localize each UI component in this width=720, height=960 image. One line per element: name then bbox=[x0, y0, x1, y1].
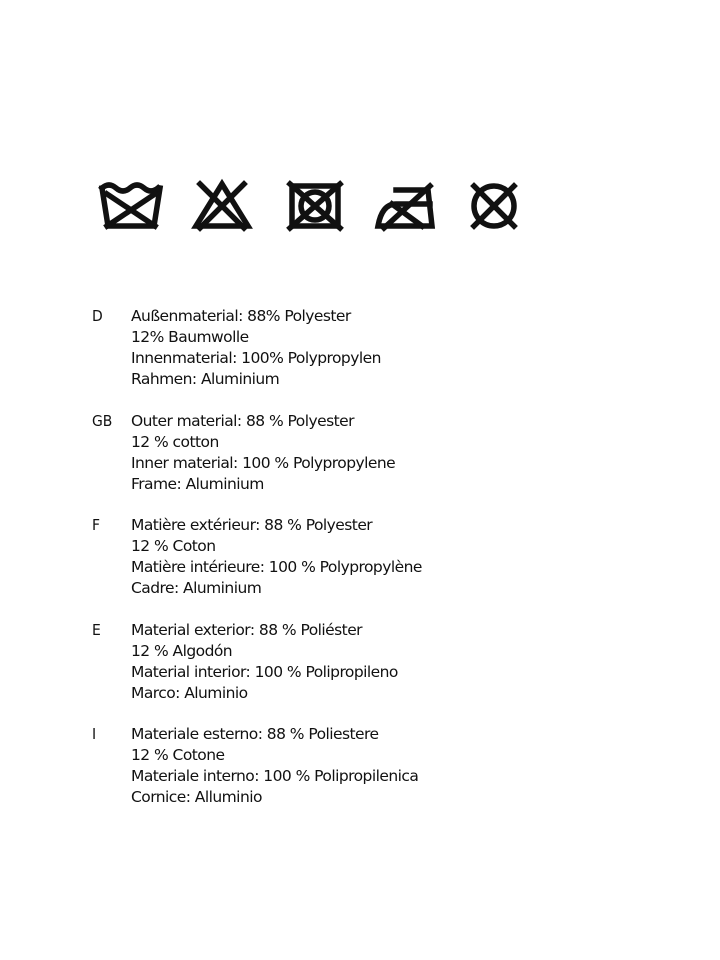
composition-lines bbox=[131, 515, 422, 599]
language-code: GB bbox=[92, 411, 113, 430]
composition-line: Frame: Aluminium bbox=[131, 474, 264, 493]
composition-line: Innenmaterial: 100% Polypropylen bbox=[131, 349, 381, 367]
composition-lines bbox=[131, 620, 398, 704]
composition-line: Cornice: Alluminio bbox=[131, 788, 262, 806]
composition-line: Material exterior: 88 % Poliéster bbox=[131, 620, 363, 639]
composition-line: Materiale esterno: 88 % Poliestere bbox=[131, 725, 379, 743]
language-code: F bbox=[92, 516, 101, 534]
language-code: I bbox=[92, 725, 97, 743]
composition-line: Outer material: 88 % Polyester bbox=[131, 411, 354, 430]
composition-lines bbox=[131, 724, 418, 808]
language-code: D bbox=[92, 307, 103, 325]
composition-line: Marco: Aluminio bbox=[131, 683, 248, 702]
material-composition-list bbox=[0, 306, 720, 829]
do-not-iron-icon bbox=[374, 180, 438, 236]
composition-line: Matière extérieur: 88 % Polyester bbox=[131, 516, 373, 534]
composition-line: Matière intérieure: 100 % Polypropylène bbox=[131, 558, 422, 576]
composition-line: Material interior: 100 % Polipropileno bbox=[131, 662, 398, 681]
do-not-tumble-dry-icon bbox=[284, 180, 348, 236]
language-code: E bbox=[92, 620, 101, 639]
language-block-gb bbox=[0, 411, 720, 516]
language-block-es bbox=[0, 620, 720, 725]
composition-line: Materiale interno: 100 % Polipropilenica bbox=[131, 767, 419, 785]
composition-lines bbox=[131, 411, 395, 495]
composition-line: 12% Baumwolle bbox=[131, 328, 249, 346]
composition-line: Rahmen: Aluminium bbox=[131, 370, 280, 388]
language-block-it bbox=[0, 724, 720, 829]
composition-line: Inner material: 100 % Polypropylene bbox=[131, 453, 396, 472]
composition-line: Außenmaterial: 88% Polyester bbox=[131, 307, 351, 325]
language-block-de bbox=[0, 306, 720, 411]
do-not-dry-clean-icon bbox=[466, 180, 530, 236]
composition-line: Cadre: Aluminium bbox=[131, 579, 262, 597]
composition-line: 12 % Cotone bbox=[131, 746, 225, 764]
composition-line: 12 % Coton bbox=[131, 537, 216, 555]
language-block-fr bbox=[0, 515, 720, 620]
composition-line: 12 % Algodón bbox=[131, 641, 233, 660]
composition-lines bbox=[131, 306, 381, 390]
do-not-bleach-icon bbox=[190, 180, 254, 236]
do-not-wash-icon bbox=[98, 180, 162, 236]
care-symbols-row bbox=[98, 180, 538, 236]
composition-line: 12 % cotton bbox=[131, 432, 219, 451]
